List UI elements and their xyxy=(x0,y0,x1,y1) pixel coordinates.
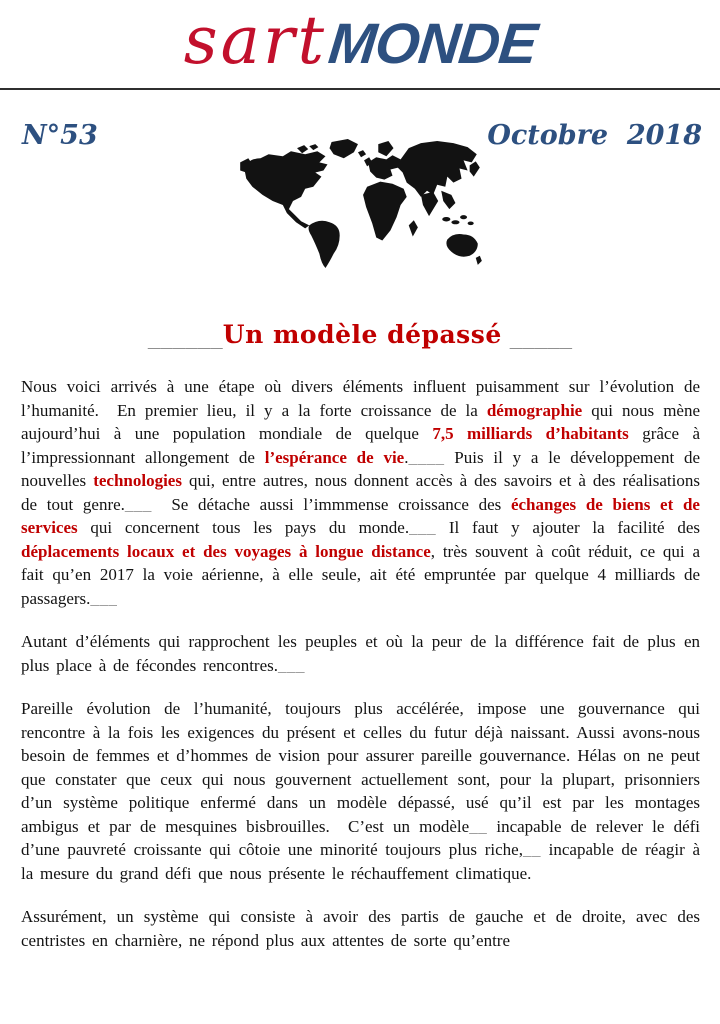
body-text: Il faut y ajouter la facilité des xyxy=(436,518,707,537)
blank-underscore: ____ xyxy=(408,447,445,467)
body-text: Nous voici arrivés à une étape où divers éléments influent puisamment sur l’évolution de l’humanité. En premier lieu, il y a la forte croissance de la xyxy=(21,377,707,420)
highlight-text: l’espérance de vie xyxy=(264,447,405,467)
issue-number: N°53 xyxy=(22,120,98,151)
body-text: , très souvent à coût réduit, ce qui a fait qu’en 2017 la voie aérienne, à elle seule, ait été empruntée par quelque 4 milliards de passagers. xyxy=(21,541,707,608)
body-text: Assurément, un système qui consiste à avoir des partis de gauche et de droite, avec des centristes en charnière, ne répond plus aux attentes de sorte qu’entre xyxy=(21,907,707,950)
highlight-text: échanges de biens et de services xyxy=(21,494,707,537)
paragraph-systeme xyxy=(21,905,707,952)
body-text: Autant d’éléments qui rapprochent les peuples et où la peur de la différence fait de plus en plus place à de fécondes rencontres. xyxy=(21,632,707,675)
body-text: Pareille évolution de l’humanité, toujours plus accélérée, impose une gouvernance qui rencontre à la fois les exigences du présent et celles du futur déjà naissant. Aussi avons-nous besoin de femmes et d’hommes de vision pour assurer pareille gouvernance. Hélas on ne peut que constater que ceux qui nous gouvernent actuellement sont, pour la plupart, prisonniers d’un système politique enfermé dans un modèle dépassé, usé qu’il est par les montages ambigus et par de mesquines bisbrouilles. C’est un modèle xyxy=(21,699,707,836)
body-text: qui nous mène aujourd’hui à une population mondiale de quelque xyxy=(21,400,707,443)
blank-underscore: __ xyxy=(469,816,488,836)
blank-underscore: ___ xyxy=(409,518,437,537)
article-title-text: Un modèle dépassé xyxy=(222,320,502,349)
blank-underscore: ___ xyxy=(278,655,305,675)
blank-underscore: ___ xyxy=(124,494,152,514)
masthead xyxy=(0,0,720,88)
body-text: Se détache aussi l’immmense croissance des xyxy=(151,494,511,514)
article-title xyxy=(0,320,720,349)
body-text: qui, entre autres, nous donnent accès à des savoirs et à des réalisations de tout genre. xyxy=(21,471,707,514)
body-text: . xyxy=(404,447,409,467)
issue-header xyxy=(0,90,720,306)
body-text: incapable de relever le défi d’une pauvreté croissante qui côtoie une minorité toujours plus riche, xyxy=(21,816,707,859)
body-text: Puis il y a le développement de nouvelles xyxy=(21,447,707,490)
body-text: qui concernent tous les pays du monde. xyxy=(77,518,410,537)
world-map-icon xyxy=(238,138,482,270)
world-map-svg xyxy=(238,138,482,270)
title-underscore-right: _____ xyxy=(501,320,573,349)
paragraph-intro xyxy=(21,375,707,610)
masthead-word-red: sart xyxy=(183,2,328,79)
masthead-word-blue: MONDE xyxy=(325,12,540,76)
highlight-text: 7,5 milliards d’habitants xyxy=(432,424,629,443)
paragraph-gouvernance xyxy=(21,697,707,885)
article-body xyxy=(0,375,720,952)
highlight-text: déplacements locaux et des voyages à longue distance xyxy=(21,541,431,561)
highlight-text: technologies xyxy=(93,471,182,490)
blank-underscore: __ xyxy=(522,840,541,859)
highlight-text: démographie xyxy=(486,400,583,420)
body-text: grâce à l’impressionnant allongement de xyxy=(21,424,707,467)
paragraph-rapprochement xyxy=(21,630,707,677)
body-text: incapable de réagir à la mesure du grand défi que nous présente le réchauffement climatique. xyxy=(21,840,707,883)
issue-date: Octobre 2018 xyxy=(487,120,702,151)
title-underscore-left: ______ xyxy=(147,320,223,349)
blank-underscore: ___ xyxy=(90,588,118,608)
